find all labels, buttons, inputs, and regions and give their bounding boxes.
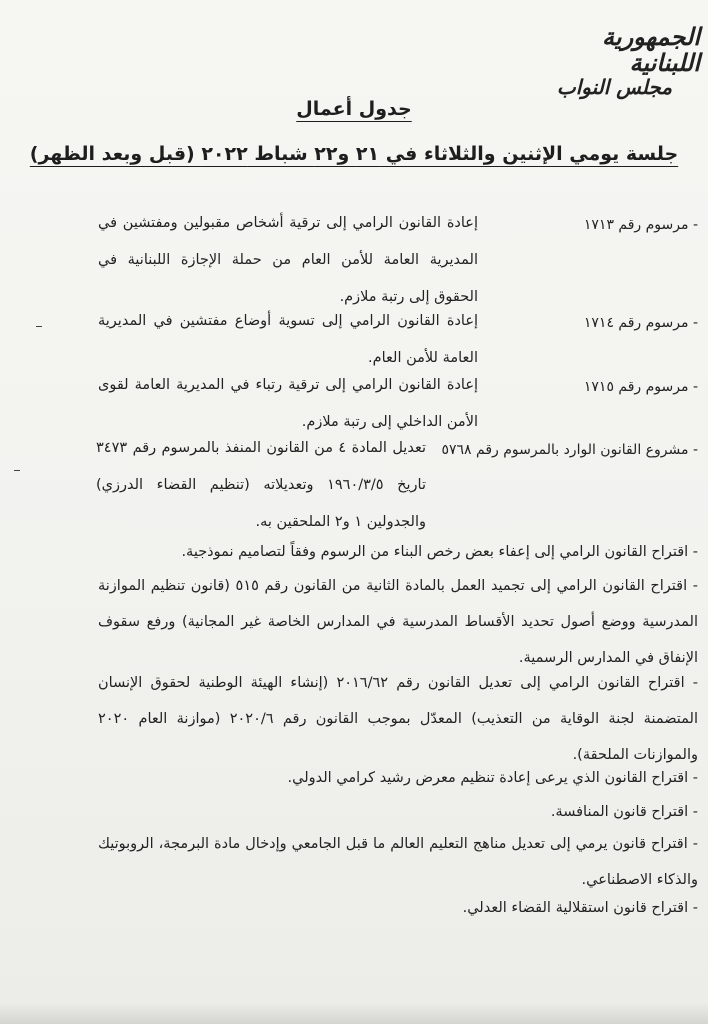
list-item: - اقتراح القانون الرامي إلى تجميد العمل بالمادة الثانية من القانون رقم ٥١٥ (قانون تنظيم الموازنة المدرسية ووضع أصول تحديد الأقساط المدرسية في المدارس الخاصة غير المجانية) ورفع سقوف الإنفاق في المدارس الرسمية. (98, 578, 698, 666)
parliament-logo (550, 24, 700, 98)
draft-law-row (78, 430, 698, 540)
draft-law-label: - مشروع القانون الوارد بالمرسوم رقم ٥٧٦٨ (441, 442, 698, 458)
logo-line-republic: الجمهورية اللبنانية (602, 22, 700, 77)
decree-text: إعادة القانون الرامي إلى ترقية أشخاص مقبولين ومفتشين في المديرية العامة للأمن العام من حملة الإجازة اللبنانية في الحقوق إلى رتبة ملازم. (98, 215, 478, 305)
page-subtitle: جلسة يومي الإثنين والثلاثاء في ٢١ و٢٢ شباط ٢٠٢٢ (قبل وبعد الظهر) (29, 143, 679, 165)
margin-mark (36, 326, 42, 327)
decree-text: إعادة القانون الرامي إلى تسوية أوضاع مفتشين في المديرية العامة للأمن العام. (98, 313, 478, 366)
draft-law-text: تعديل المادة ٤ من القانون المنفذ بالمرسوم رقم ٣٤٧٣ تاريخ ١٩٦٠/٣/٥ وتعديلاته (تنظيم القضاء الدرزي) والجدولين ١ و٢ الملحقين به. (96, 440, 426, 530)
decree-label: - مرسوم رقم ١٧١٤ (583, 315, 698, 331)
list-item: - اقتراح قانون يرمي إلى تعديل مناهج التعليم العالم ما قبل الجامعي وإدخال مادة البرمجة، الروبوتيك والذكاء الاصطناعي. (98, 836, 698, 888)
list-item: - اقتراح قانون استقلالية القضاء العدلي. (462, 900, 698, 916)
page-title: جدول أعمال (296, 98, 412, 120)
decree-label: - مرسوم رقم ١٧١٥ (583, 379, 698, 395)
decree-row (78, 205, 698, 315)
list-item: - اقتراح القانون الرامي إلى إعفاء بعض رخص البناء من الرسوم وفقاً لتصاميم نموذجية. (181, 544, 698, 560)
list-item: - اقتراح القانون الرامي إلى تعديل القانون رقم ٢٠١٦/٦٢ (إنشاء الهيئة الوطنية لحقوق الإنسان المتضمنة لجنة الوقاية من التعذيب) المعدّل بموجب القانون رقم ٢٠٢٠/٦ (موازنة العام ٢٠٢٠ والموازنات الملحقة). (98, 675, 698, 763)
list-item: - اقتراح قانون المنافسة. (550, 804, 698, 820)
margin-mark (14, 470, 20, 471)
logo-line-parliament: مجلس النواب (556, 75, 672, 99)
decree-text: إعادة القانون الرامي إلى ترقية رتباء في المديرية العامة لقوى الأمن الداخلي إلى رتبة ملازم. (98, 377, 478, 430)
decree-label: - مرسوم رقم ١٧١٣ (583, 217, 698, 233)
list-item: - اقتراح القانون الذي يرعى إعادة تنظيم معرض رشيد كرامي الدولي. (287, 770, 698, 786)
page-bottom-shadow (0, 1002, 708, 1024)
